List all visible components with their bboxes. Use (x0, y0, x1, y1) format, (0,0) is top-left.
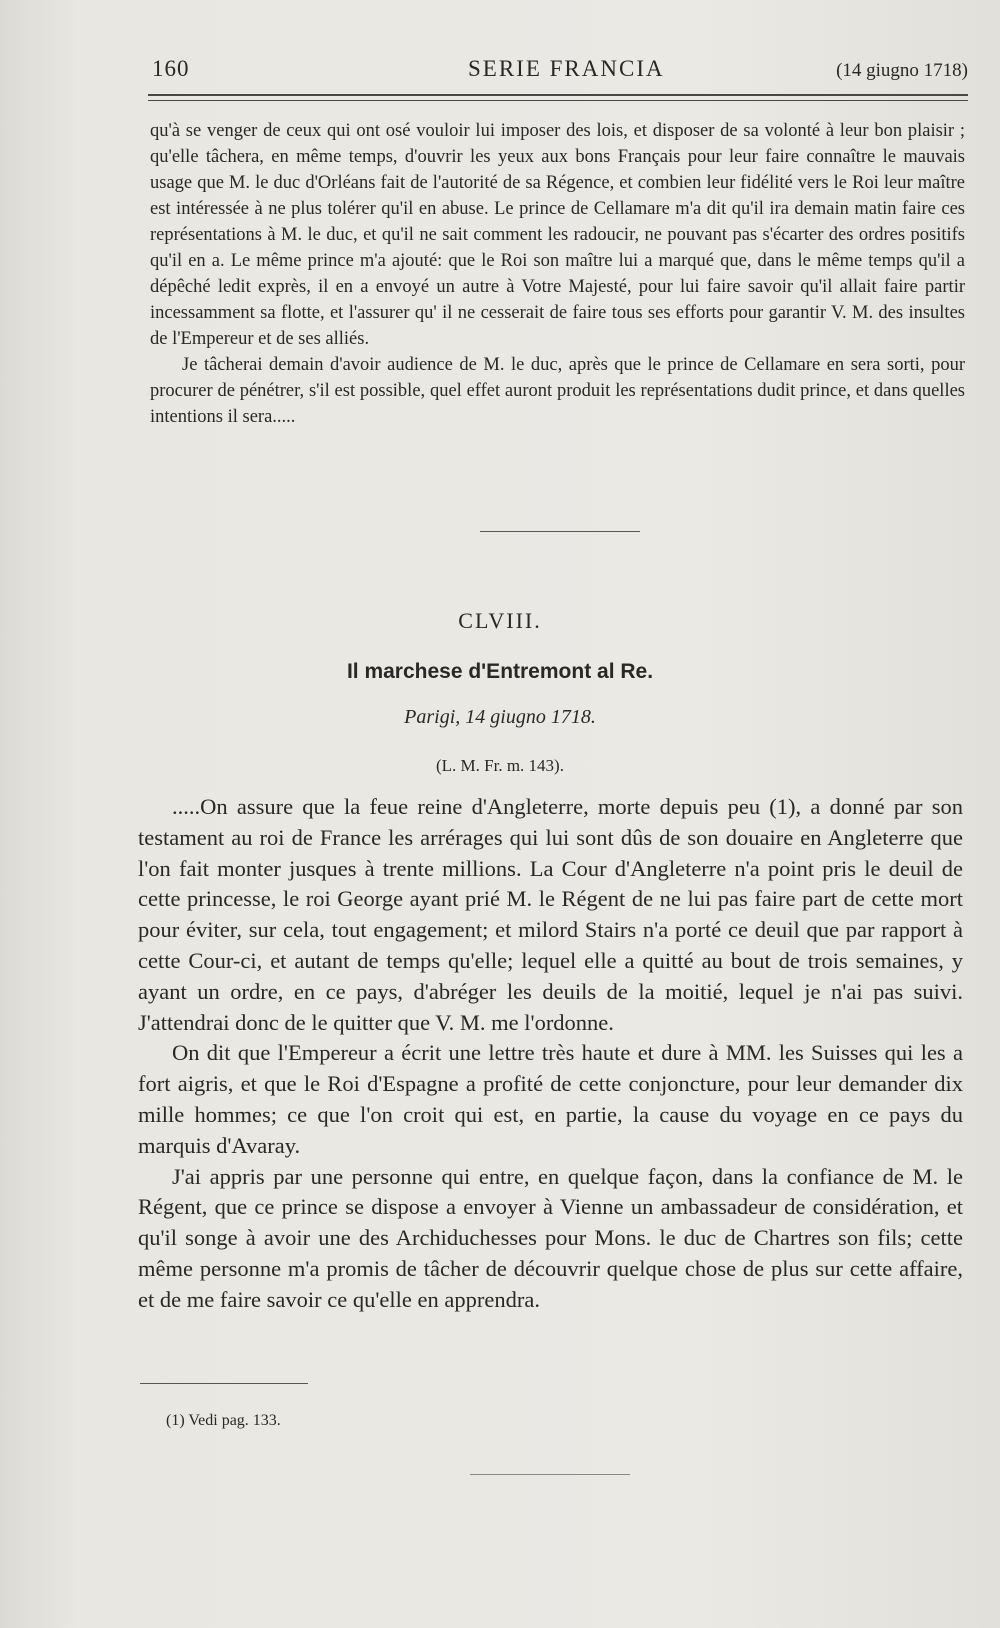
footnote-rule (140, 1383, 308, 1384)
document-heading: Il marchese d'Entremont al Re. (346, 660, 654, 683)
footnote: (1) Vedi pag. 133. (166, 1412, 281, 1429)
page-header (148, 56, 968, 86)
paragraph: On dit que l'Empereur a écrit une lettre très haute et dure à MM. les Suisses qui les a fort aigris, et que le Roi d'Espagne a profité de cette conjoncture, pour leur demander dix mille hommes; ce que l'on croit qui est, en partie, la cause du voyage en ce pays du marquis d'Avaray. (138, 1040, 963, 1158)
paragraph: Je tâcherai demain d'avoir audience de M. le duc, après que le prince de Cellamare en sera sorti, pour procurer de pénétrer, s'il est possible, quel effet auront produit les représentations dudit prince, et dans quelles intentions il sera..... (150, 355, 965, 427)
paragraph: J'ai appris par une personne qui entre, en quelque façon, dans la confiance de M. le Régent, que ce prince se dispose a envoyer à Vienne un ambassadeur de considération, et qu'il songe à avoir une des Archiduchesses pour Mons. le duc de Chartres son fils; cette même personne m'a promis de tâcher de découvrir quelque chose de plus sur cette affaire, et de me faire savoir ce qu'elle en apprendra. (138, 1163, 963, 1312)
archival-source: (L. M. Fr. m. 143). (436, 756, 564, 775)
document-number: CLVIII. (458, 608, 542, 633)
previous-letter-continuation (150, 118, 965, 430)
letter-body (138, 792, 963, 1316)
section-separator (480, 531, 640, 532)
paragraph: qu'à se venger de ceux qui ont osé vouloir lui imposer des lois, et disposer de sa volonté à leur bon plaisir ; qu'elle tâchera, en même temps, d'ouvrir les yeux aux bons Français pour leur faire connaître le mauvais usage que M. le duc d'Orléans fait de l'autorité de sa Régence, et combien leur fidélité vers le Roi leur maître est intéressée à ne plus tolérer qu'il en abuse. Le prince de Cellamare m'a dit qu'il ira demain matin faire ces représentations à M. le duc, et qu'il ne sait comment les radoucir, ne pouvant pas s'écarter des ordres positifs qu'il en a. Le même prince m'a ajouté: que le Roi son maître lui a marqué que, dans le même temps qu'il a dépêché ledit exprès, il en a envoyé un autre à Votre Majesté, pour lui faire savoir qu'il allait faire partir incessamment sa flotte, et l'assurer qu' il ne cesserait de faire tous ses efforts pour garantir V. M. des insultes de l'Empereur et de ses alliés. (150, 121, 965, 349)
place-date: Parigi, 14 giugno 1718. (404, 706, 596, 728)
running-date: (14 giugno 1718) (836, 60, 968, 81)
bottom-rule (470, 1474, 630, 1475)
running-title: SERIE FRANCIA (468, 56, 665, 81)
header-rule (148, 94, 968, 101)
page-number: 160 (152, 56, 190, 81)
paragraph: .....On assure que la feue reine d'Angleterre, morte depuis peu (1), a donné par son testament au roi de France les arrérages qui lui sont dûs de son douaire en Angleterre que l'on fait monter jusques à trente millions. La Cour d'Angleterre n'a point pris le deuil de cette princesse, le roi George ayant prié M. le Régent de ne lui pas faire part de cette mort pour éviter, sur cela, tout engagement; et milord Stairs n'a porté ce deuil que par rapport à cette Cour-ci, et autant de temps qu'elle; lequel elle a quitté au bout de trois semaines, y ayant un ordre, en ce pays, d'abréger les deuils de la moitié, lequel je n'ai pas suivi. J'attendrai donc de le quitter que V. M. me l'ordonne. (138, 794, 963, 1035)
